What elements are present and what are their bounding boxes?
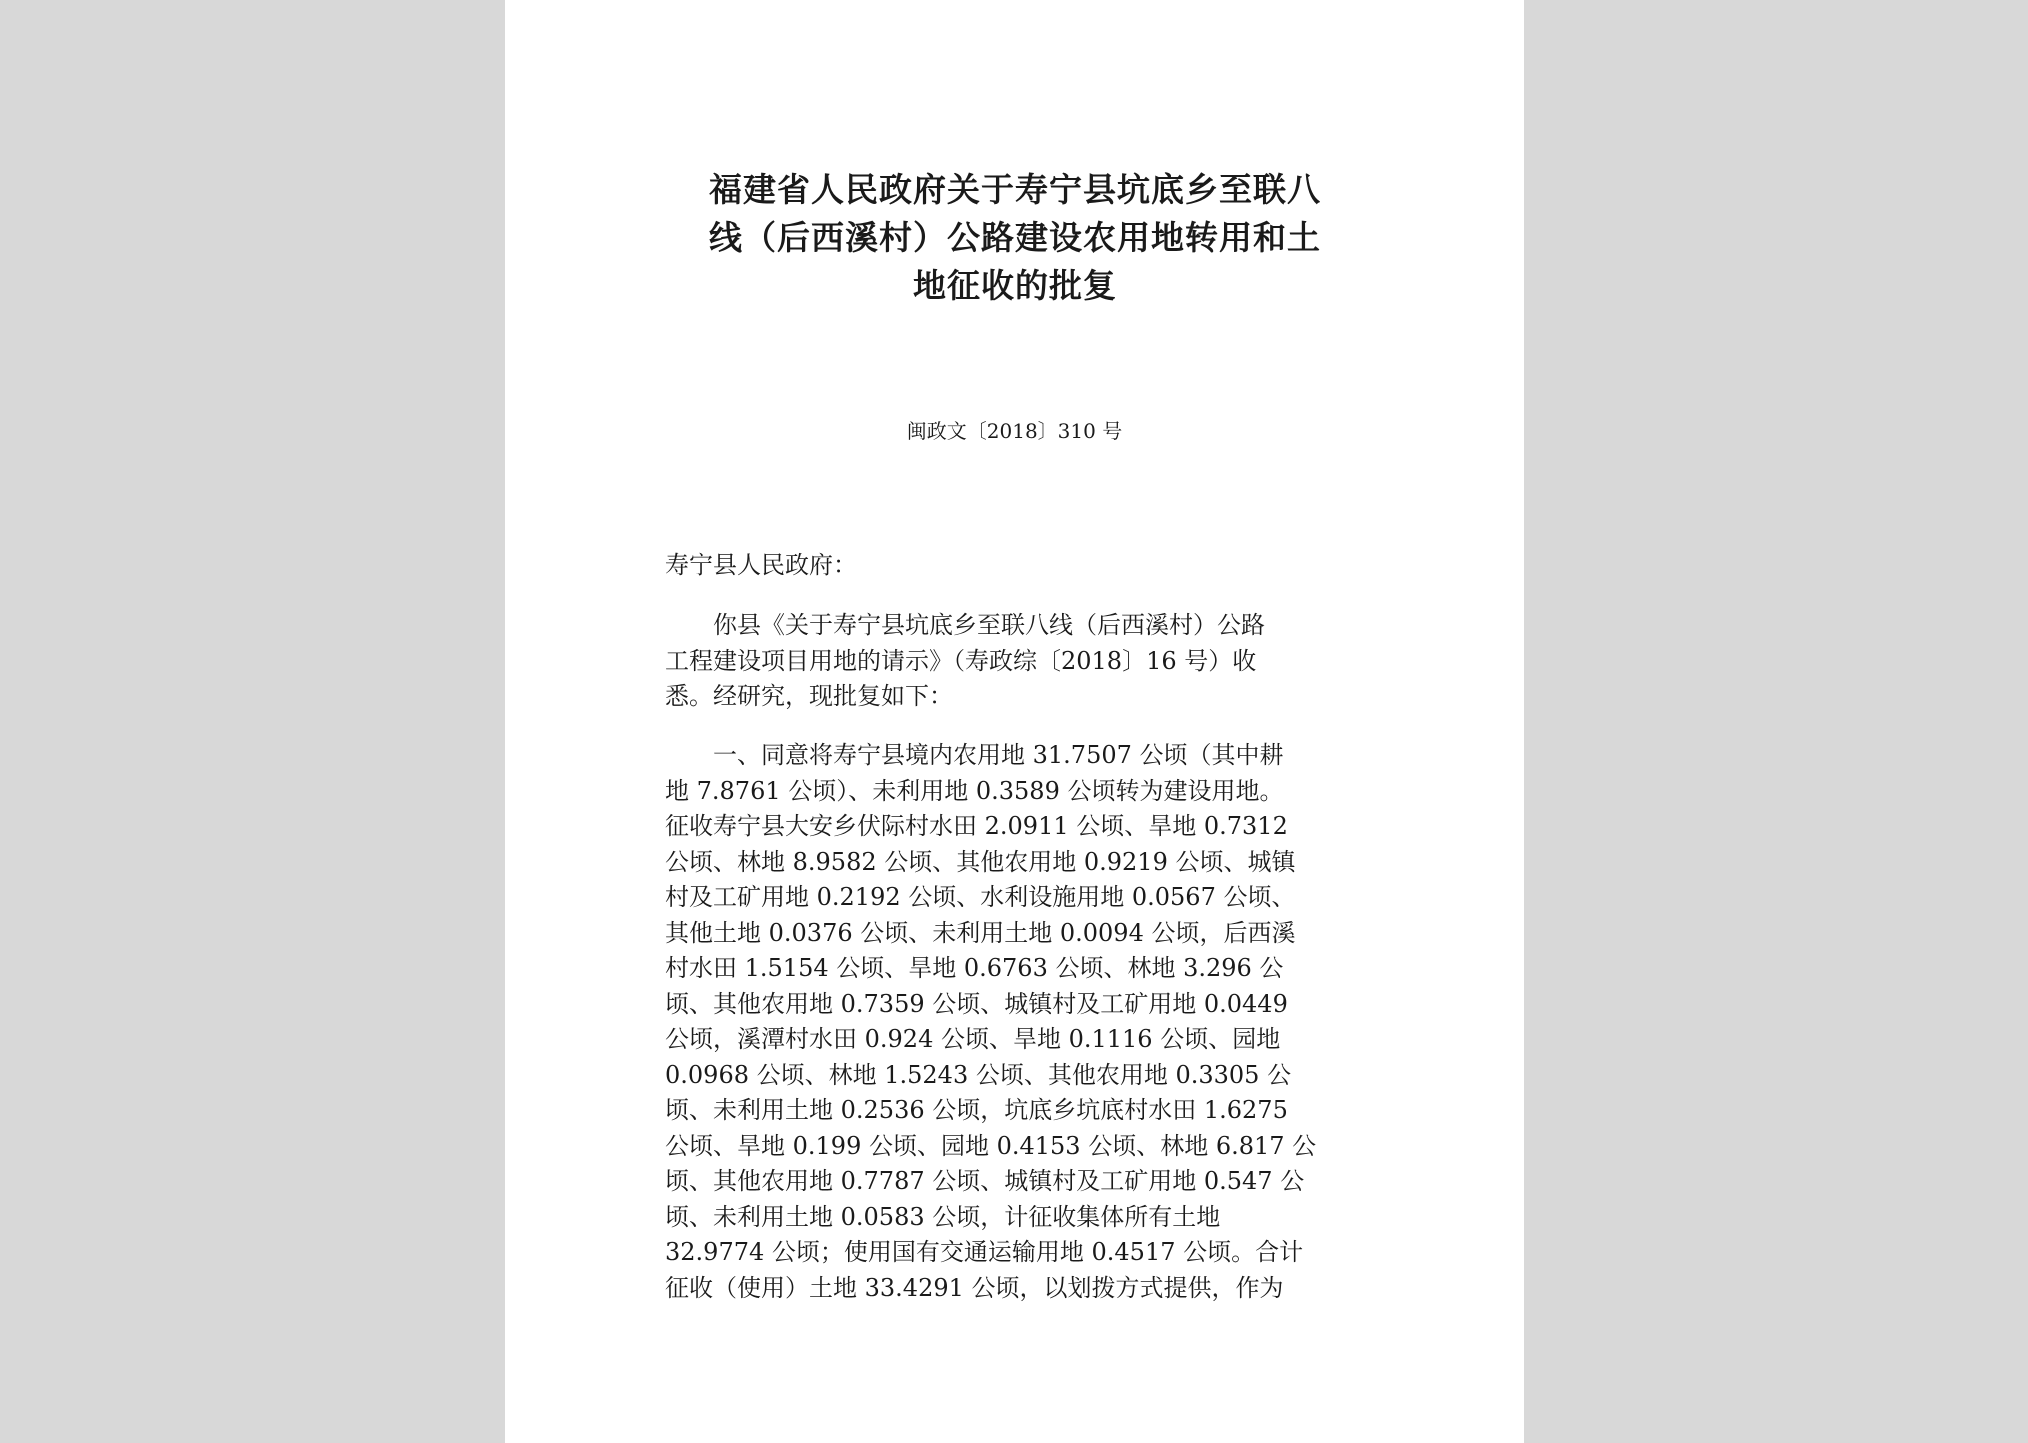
text-line: 顷、其他农用地 0.7787 公顷、城镇村及工矿用地 0.547 公 bbox=[665, 1167, 1305, 1195]
text-line: 一、同意将寿宁县境内农用地 31.7507 公顷（其中耕 bbox=[665, 741, 1284, 769]
text-line: 其他土地 0.0376 公顷、未利用土地 0.0094 公顷，后西溪 bbox=[665, 918, 1296, 947]
text-line: 村水田 1.5154 公顷、旱地 0.6763 公顷、林地 3.296 公 bbox=[665, 954, 1284, 982]
text-line: 悉。经研究，现批复如下： bbox=[665, 682, 953, 710]
title-line: 地征收的批复 bbox=[913, 266, 1117, 305]
paragraph-intro bbox=[665, 608, 1385, 715]
text-line: 村及工矿用地 0.2192 公顷、水利设施用地 0.0567 公顷、 bbox=[665, 883, 1296, 911]
title-line: 福建省人民政府关于寿宁县坑底乡至联八 bbox=[709, 170, 1321, 209]
text-line: 顷、其他农用地 0.7359 公顷、城镇村及工矿用地 0.0449 bbox=[665, 989, 1288, 1018]
text-line: 公顷、旱地 0.199 公顷、园地 0.4153 公顷、林地 6.817 公 bbox=[665, 1131, 1317, 1160]
document-number: 闽政文〔2018〕310 号 bbox=[906, 419, 1123, 443]
text-line: 公顷、林地 8.9582 公顷、其他农用地 0.9219 公顷、城镇 bbox=[665, 847, 1296, 876]
text-line: 征收（使用）土地 33.4291 公顷，以划拨方式提供，作为 bbox=[665, 1273, 1284, 1302]
text-line: 工程建设项目用地的请示》（寿政综〔2018〕16 号）收 bbox=[665, 646, 1257, 675]
paragraph-item-1 bbox=[665, 738, 1385, 1306]
text-line: 顷、未利用土地 0.0583 公顷，计征收集体所有土地 bbox=[665, 1202, 1221, 1231]
document-page bbox=[505, 0, 1524, 1443]
text-line: 0.0968 公顷、林地 1.5243 公顷、其他农用地 0.3305 公 bbox=[665, 1060, 1292, 1089]
text-line: 地 7.8761 公顷）、未利用地 0.3589 公顷转为建设用地。 bbox=[665, 776, 1284, 805]
text-line: 你县《关于寿宁县坑底乡至联八线（后西溪村）公路 bbox=[665, 611, 1265, 639]
document-title bbox=[665, 166, 1365, 310]
salutation: 寿宁县人民政府： bbox=[665, 551, 857, 579]
text-line: 征收寿宁县大安乡伏际村水田 2.0911 公顷、旱地 0.7312 bbox=[665, 812, 1288, 840]
title-line: 线（后西溪村）公路建设农用地转用和土 bbox=[709, 218, 1321, 257]
text-line: 顷、未利用土地 0.2536 公顷，坑底乡坑底村水田 1.6275 bbox=[665, 1096, 1288, 1124]
text-line: 公顷，溪潭村水田 0.924 公顷、旱地 0.1116 公顷、园地 bbox=[665, 1025, 1281, 1053]
text-line: 32.9774 公顷；使用国有交通运输用地 0.4517 公顷。合计 bbox=[665, 1238, 1304, 1266]
